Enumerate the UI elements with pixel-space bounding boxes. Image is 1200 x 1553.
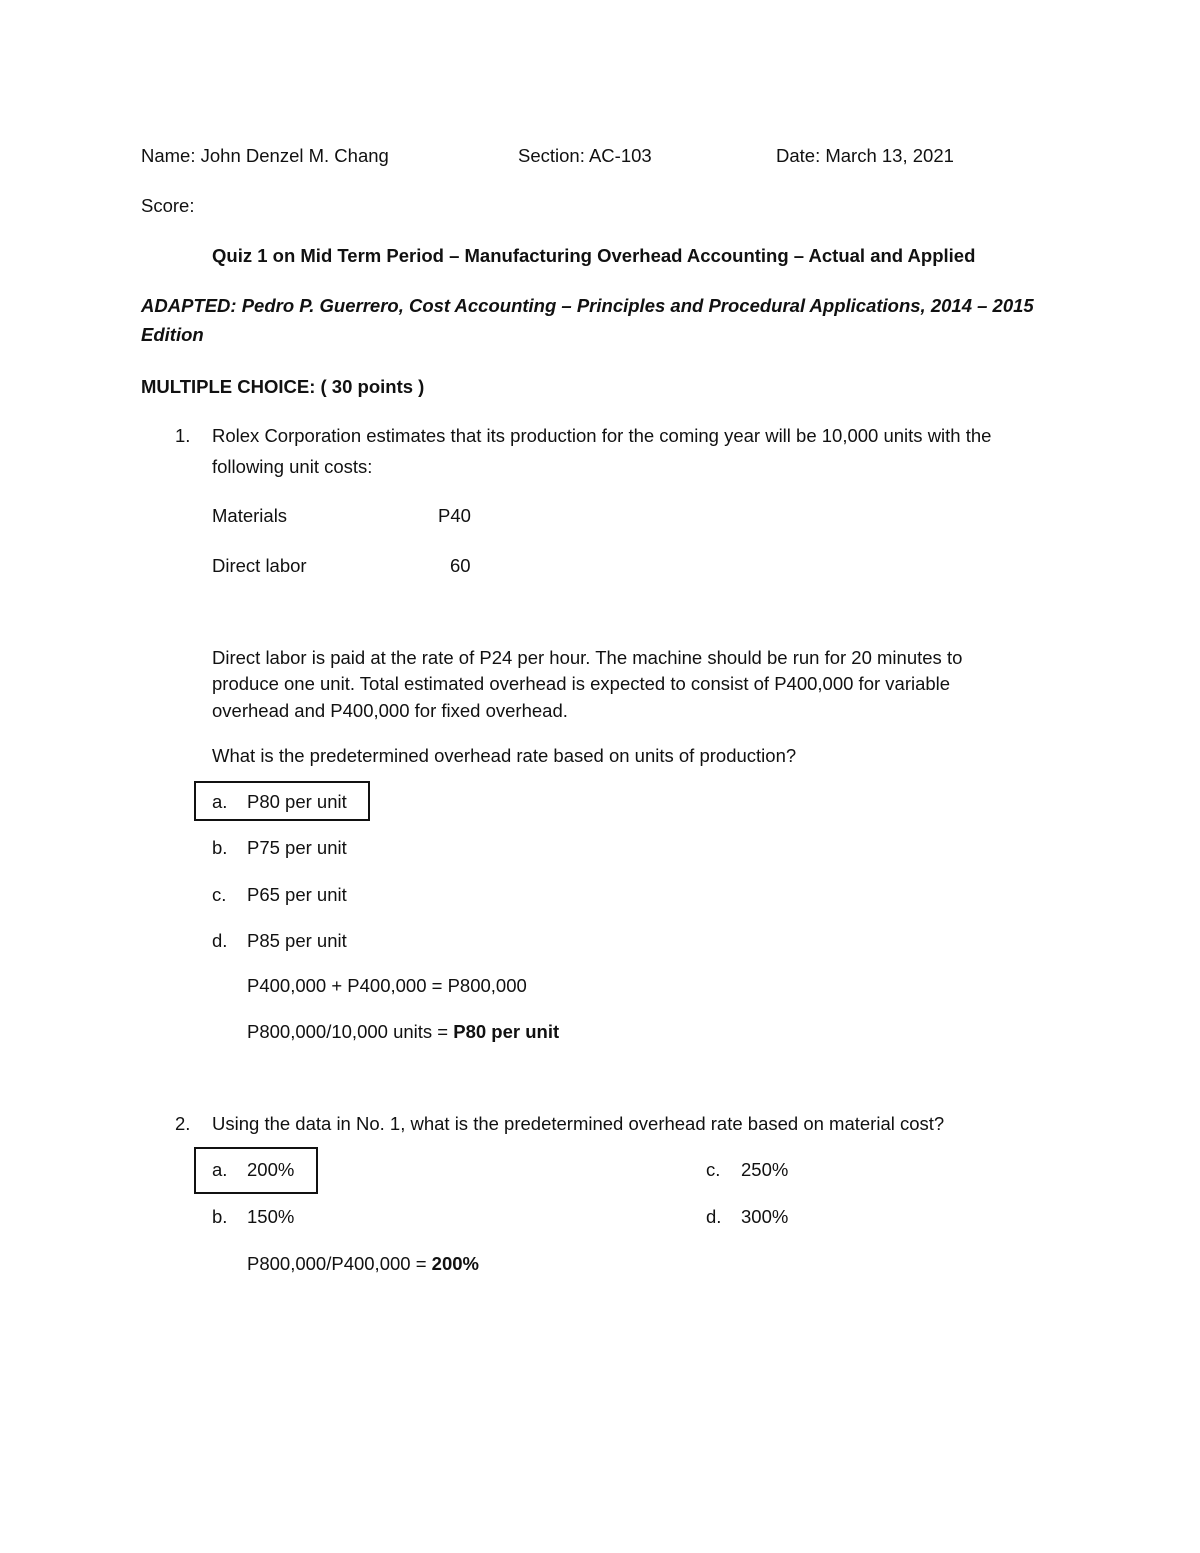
q1-option-a-letter: a. [212, 791, 228, 812]
q2-option-c-letter: c. [706, 1159, 721, 1180]
adapted-line-2: Edition [141, 324, 204, 345]
q1-option-b: P75 per unit [247, 837, 347, 858]
q1-details-line-1: Direct labor is paid at the rate of P24 per hour. The machine should be run for 20 minutes to [212, 647, 963, 668]
q1-text-line-2: following unit costs: [212, 456, 373, 477]
q2-option-a-letter: a. [212, 1159, 228, 1180]
q1-solution-prefix: P800,000/10,000 units = [247, 1021, 454, 1042]
quiz-title: Quiz 1 on Mid Term Period – Manufacturing Overhead Accounting – Actual and Applied [212, 245, 976, 266]
quiz-date: Date: March 13, 2021 [776, 145, 954, 166]
cost-value-direct-labor: 60 [450, 555, 471, 576]
q1-number: 1. [175, 425, 191, 446]
q1-solution-line-1: P400,000 + P400,000 = P800,000 [247, 975, 527, 996]
q2-solution [247, 1253, 479, 1275]
q1-option-d: P85 per unit [247, 930, 347, 951]
adapted-line-1: ADAPTED: Pedro P. Guerrero, Cost Accounting – Principles and Procedural Applications, 2014 – 2015 [141, 295, 1034, 316]
q2-solution-prefix: P800,000/P400,000 = [247, 1253, 432, 1274]
q1-details-line-2: produce one unit. Total estimated overhead is expected to consist of P400,000 for variable [212, 673, 951, 694]
q2-option-d: 300% [741, 1206, 789, 1227]
q1-details-line-3: overhead and P400,000 for fixed overhead. [212, 700, 568, 721]
cost-value-materials: P40 [438, 505, 471, 526]
q2-option-b: 150% [247, 1206, 295, 1227]
q1-question: What is the predetermined overhead rate based on units of production? [212, 745, 797, 766]
cost-label-direct-labor: Direct labor [212, 555, 307, 576]
q1-option-c: P65 per unit [247, 884, 347, 905]
q1-solution-line-2 [247, 1021, 559, 1043]
q2-option-d-letter: d. [706, 1206, 722, 1227]
student-section: Section: AC-103 [518, 145, 652, 166]
q2-option-b-letter: b. [212, 1206, 228, 1227]
q1-option-a: P80 per unit [247, 791, 347, 812]
q2-option-a: 200% [247, 1159, 295, 1180]
q1-option-b-letter: b. [212, 837, 228, 858]
q2-question: Using the data in No. 1, what is the predetermined overhead rate based on material cost? [212, 1113, 945, 1134]
q2-number: 2. [175, 1113, 191, 1134]
cost-label-materials: Materials [212, 505, 288, 526]
score-label: Score: [141, 195, 195, 216]
section-heading: MULTIPLE CHOICE: ( 30 points ) [141, 376, 425, 397]
q1-solution-answer: P80 per unit [453, 1021, 560, 1042]
q1-text-line-1: Rolex Corporation estimates that its production for the coming year will be 10,000 units with the [212, 425, 992, 446]
q1-option-d-letter: d. [212, 930, 228, 951]
q1-option-c-letter: c. [212, 884, 227, 905]
q2-solution-answer: 200% [431, 1253, 479, 1274]
q2-option-c: 250% [741, 1159, 789, 1180]
student-name: Name: John Denzel M. Chang [141, 145, 389, 166]
